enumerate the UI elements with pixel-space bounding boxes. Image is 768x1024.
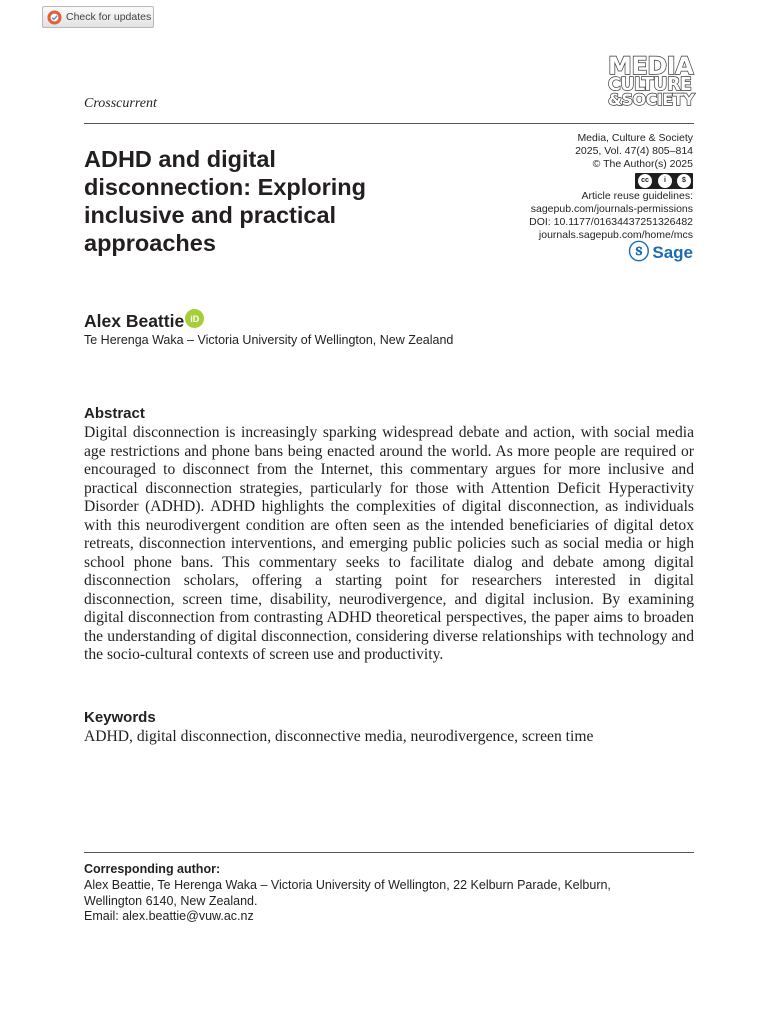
check-for-updates-button[interactable] [42,6,154,28]
reuse-heading: Article reuse guidelines: [581,190,693,202]
journal-logo [608,52,695,110]
sage-logo-text: Sage [652,243,693,262]
keywords-heading: Keywords [84,709,156,726]
journal-name: Media, Culture & Society [577,132,693,144]
author-block [84,311,204,332]
journal-logo-line2: CULTURE [608,75,692,96]
creative-commons-license-icon[interactable]: cc i $ [635,173,693,189]
doi-link[interactable]: DOI: 10.1177/01634437251326482 [529,216,693,228]
abstract-body: Digital disconnection is increasingly sparking widespread debate and action, with social media age restrictions and phone bans being enacted around the world. As more people are required or encouraged to disconnect from the Internet, this commentary argues for more inclusive and practical disconnection strategies, particularly for those with Attention Deficit Hyperactivity Disorder (ADHD). ADHD highlights the complexities of digital disconnection, as individuals with this neurodivergent condition are often seen as the intended beneficiaries of digital detox retreats, disconnection interventions, and emerging public policies such as social media or high school phone bans. This commentary seeks to facilitate dialog and debate among digital disconnection scholars, offering a starting point for researchers interested in digital disconnection, screen time, disability, neurodivergence, and digital inclusion. By examining digital disconnection from contrasting ADHD theoretical perspectives, the paper aims to broaden the understanding of digital disconnection, considering diverse relationships with technology and the socio-cultural contexts of screen use and productivity. [84,424,694,663]
author-affiliation: Te Herenga Waka – Victoria University of Wellington, New Zealand [84,333,454,347]
corresponding-email[interactable]: Email: alex.beattie@vuw.ac.nz [84,909,254,923]
corresponding-address-line2: Wellington 6140, New Zealand. [84,893,258,908]
keywords-list: ADHD, digital disconnection, disconnective media, neurodivergence, screen time [84,728,594,745]
journal-home-link[interactable]: journals.sagepub.com/home/mcs [538,229,693,241]
corresponding-author-details [84,878,684,925]
corresponding-address-line1: Alex Beattie, Te Herenga Waka – Victoria University of Wellington, 22 Kelburn Parade, Kelburn, [84,878,611,892]
publication-info [433,132,693,263]
check-updates-icon [47,10,62,25]
abstract-heading: Abstract [84,405,145,422]
reuse-link[interactable]: sagepub.com/journals-permissions [530,203,693,215]
header-divider [84,123,694,124]
orcid-icon[interactable]: iD [185,309,204,328]
author-name: Alex Beattie [84,311,185,331]
copyright-notice: © The Author(s) 2025 [592,158,693,170]
sage-s-icon: ⓢ [628,240,650,264]
footnote-divider [84,852,694,853]
journal-logo-line1: MEDIA [608,52,694,80]
article-title: ADHD and digital disconnection: Exploring inclusive and practical approaches [84,146,367,256]
sage-logo [628,240,693,264]
journal-logo-line3: &SOCIETY [608,90,695,110]
volume-info: 2025, Vol. 47(4) 805–814 [575,145,693,157]
section-label: Crosscurrent [84,96,157,111]
check-updates-label: Check for updates [66,11,152,23]
corresponding-author-heading: Corresponding author: [84,862,221,876]
